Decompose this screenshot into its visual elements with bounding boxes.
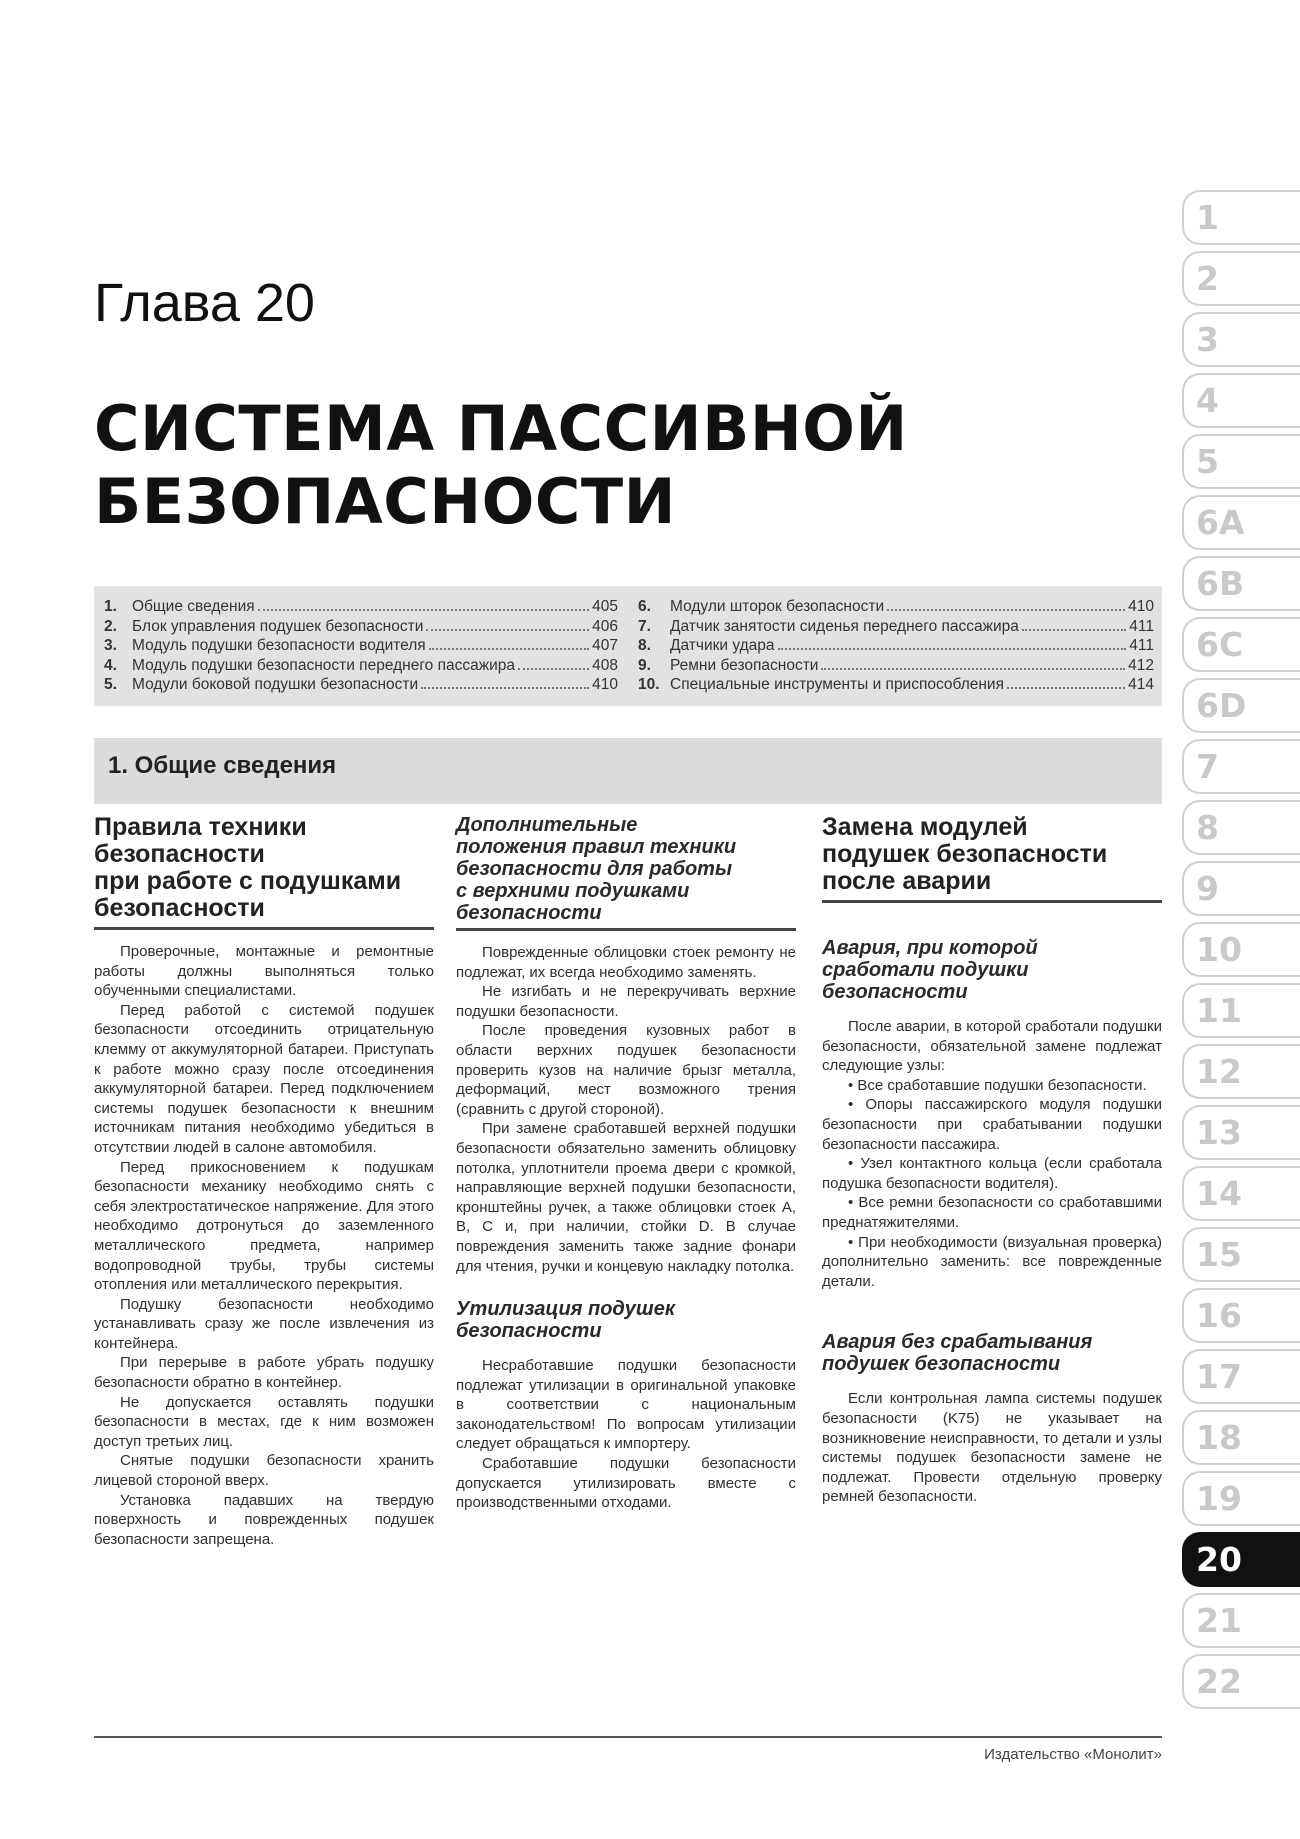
column-heading xyxy=(456,814,796,931)
toc-entry-title: Датчики удара xyxy=(670,637,775,654)
chapter-tab[interactable]: 6B xyxy=(1182,556,1300,611)
chapter-tab[interactable]: 3 xyxy=(1182,312,1300,367)
paragraph: Сработавшие подушки безопасности допускается утилизировать вместе с производственными отходами. xyxy=(456,1455,796,1512)
toc-column-left xyxy=(104,598,618,696)
heading-line: Правила техники xyxy=(94,813,307,841)
toc-entry-title: Модули шторок безопасности xyxy=(670,598,885,615)
toc-entry-page: 412 xyxy=(1128,656,1154,674)
chapter-tab[interactable]: 21 xyxy=(1182,1593,1300,1648)
paragraph: После аварии, в которой сработали подушки безопасности, обязательной замене подлежат следующие узлы: xyxy=(822,1018,1162,1075)
toc-entry-number: 6. xyxy=(638,598,651,615)
text-column-3 xyxy=(822,814,1162,1507)
toc-entry-number: 10. xyxy=(638,676,660,693)
toc-entry-page: 410 xyxy=(1128,598,1154,615)
text-column-2 xyxy=(456,814,796,1513)
chapter-tab[interactable]: 1 xyxy=(1182,190,1300,245)
toc-entry-number: 4. xyxy=(104,656,117,674)
section-title: 1. Общие сведения xyxy=(108,752,337,779)
toc-entry-number: 3. xyxy=(104,637,117,654)
text-column-1 xyxy=(94,814,434,1549)
chapter-tab[interactable]: 16 xyxy=(1182,1288,1300,1343)
toc-entry-page: 407 xyxy=(592,637,618,654)
chapter-tab[interactable]: 18 xyxy=(1182,1410,1300,1465)
footer-divider xyxy=(94,1736,1162,1738)
heading-line: после аварии xyxy=(822,867,992,895)
toc-entry-page: 406 xyxy=(592,617,618,635)
table-of-contents xyxy=(94,586,1162,706)
paragraph: • Все ремни безопасности со сработавшими преднатяжителями. xyxy=(822,1194,1162,1231)
chapter-tabs xyxy=(1182,190,1300,1715)
toc-entry[interactable] xyxy=(104,657,618,677)
toc-entry-page: 410 xyxy=(592,676,618,693)
page-title xyxy=(94,392,908,538)
chapter-tab[interactable]: 4 xyxy=(1182,373,1300,428)
chapter-tab[interactable]: 22 xyxy=(1182,1654,1300,1709)
toc-entry-number: 5. xyxy=(104,676,117,693)
heading-line: при работе с подушками xyxy=(94,867,402,895)
toc-entry-title: Блок управления подушек безопасности xyxy=(132,617,424,635)
paragraph: • При необходимости (визуальная проверка) дополнительно заменить: все поврежденные детали. xyxy=(822,1233,1162,1290)
chapter-tab[interactable]: 6C xyxy=(1182,617,1300,672)
toc-entry-title: Датчик занятости сиденья переднего пассажира xyxy=(670,617,1019,635)
chapter-tab[interactable]: 6A xyxy=(1182,495,1300,550)
subsection-heading xyxy=(822,937,1162,1003)
toc-entry-title: Специальные инструменты и приспособления xyxy=(670,676,1004,693)
chapter-tab[interactable]: 20 xyxy=(1182,1532,1300,1587)
page-title-line: БЕЗОПАСНОСТИ xyxy=(94,465,677,538)
heading-line: Дополнительные xyxy=(456,814,638,836)
column-body xyxy=(456,1356,796,1513)
chapter-tab[interactable]: 19 xyxy=(1182,1471,1300,1526)
column-heading xyxy=(94,814,434,930)
paragraph: При перерыве в работе убрать подушку безопасности обратно в контейнер. xyxy=(94,1354,434,1392)
heading-line: подушек безопасности xyxy=(822,840,1108,868)
heading-line: Утилизация подушек xyxy=(456,1298,675,1321)
toc-entry[interactable] xyxy=(638,618,1154,638)
paragraph: Если контрольная лампа системы подушек безопасности (K75) не указывает на возникновение неисправности, то детали и узлы системы подушек безопасности замене не подлежат. Провести отдельную проверку ремней безопасности. xyxy=(822,1390,1162,1506)
paragraph: • Опоры пассажирского модуля подушки безопасности при срабатывании подушки безопасности пассажира. xyxy=(822,1096,1162,1153)
toc-entry-title: Модули боковой подушки безопасности xyxy=(132,676,419,693)
chapter-tab[interactable]: 12 xyxy=(1182,1044,1300,1099)
toc-entry[interactable] xyxy=(638,676,1154,696)
toc-entry-number: 8. xyxy=(638,637,651,654)
heading-line: безопасности xyxy=(456,1320,602,1343)
subsection-heading xyxy=(822,1331,1162,1375)
chapter-tab[interactable]: 5 xyxy=(1182,434,1300,489)
toc-entry-page: 414 xyxy=(1128,676,1154,693)
paragraph: • Узел контактного кольца (если сработала подушка безопасности водителя). xyxy=(822,1155,1162,1192)
toc-entry-page: 408 xyxy=(592,656,618,674)
heading-line: безопасности xyxy=(94,894,265,922)
paragraph: Поврежденные облицовки стоек ремонту не подлежат, их всегда необходимо заменять. xyxy=(456,944,796,981)
toc-entry[interactable] xyxy=(638,637,1154,657)
chapter-tab[interactable]: 8 xyxy=(1182,800,1300,855)
toc-entry[interactable] xyxy=(638,598,1154,618)
paragraph: • Все сработавшие подушки безопасности. xyxy=(848,1076,1147,1094)
chapter-label: Глава 20 xyxy=(94,273,315,333)
toc-entry-number: 7. xyxy=(638,617,651,635)
chapter-tab[interactable]: 17 xyxy=(1182,1349,1300,1404)
heading-line: с верхними подушками xyxy=(456,880,690,902)
toc-entry-page: 405 xyxy=(592,598,618,615)
chapter-tab[interactable]: 13 xyxy=(1182,1105,1300,1160)
paragraph: Установка падавших на твердую поверхность и поврежденных подушек безопасности запрещена. xyxy=(94,1491,434,1548)
paragraph: После проведения кузовных работ в области верхних подушек безопасности проверить кузов на наличие брызг металла, деформаций, мест возможного трения (сравнить с другой стороной). xyxy=(456,1022,796,1118)
column-body xyxy=(822,1389,1162,1507)
paragraph: Подушку безопасности необходимо устанавливать сразу же после извлечения из контейнера. xyxy=(94,1295,434,1352)
paragraph: Перед прикосновением к подушкам безопасности механику необходимо снять с себя электростатическое напряжение. Для этого необходимо дотронуться до заземленного металлического предмета, например водопроводной трубы, трубы системы отопления или металлического перекрытия. xyxy=(94,1158,434,1294)
toc-entry-title: Общие сведения xyxy=(132,598,255,615)
heading-line: Авария, при которой xyxy=(822,937,1038,959)
paragraph: Снятые подушки безопасности хранить лицевой стороной вверх. xyxy=(94,1452,434,1490)
toc-entry-number: 9. xyxy=(638,656,651,674)
toc-entry-title: Модуль подушки безопасности переднего пассажира xyxy=(132,656,515,674)
publisher-name: Издательство «Монолит» xyxy=(984,1746,1162,1763)
chapter-tab[interactable]: 2 xyxy=(1182,251,1300,306)
column-body xyxy=(94,942,434,1549)
chapter-tab[interactable]: 6D xyxy=(1182,678,1300,733)
chapter-tab[interactable]: 9 xyxy=(1182,861,1300,916)
column-body xyxy=(456,943,796,1276)
paragraph: Проверочные, монтажные и ремонтные работы должны выполняться только обученными специалистами. xyxy=(94,943,434,1000)
toc-entry-number: 1. xyxy=(104,598,117,615)
heading-line: безопасности xyxy=(822,981,968,1003)
heading-line: положения правил техники xyxy=(456,836,737,858)
chapter-tab[interactable]: 11 xyxy=(1182,983,1300,1038)
chapter-tab[interactable]: 7 xyxy=(1182,739,1300,794)
toc-entry[interactable] xyxy=(104,637,618,657)
toc-entry[interactable] xyxy=(104,598,618,618)
paragraph: Несработавшие подушки безопасности подлежат утилизации в оригинальной упаковке в соответствии с национальным законодательством! По вопросам утилизации следует обращаться к импортеру. xyxy=(456,1357,796,1453)
toc-entry[interactable] xyxy=(638,657,1154,677)
chapter-tab[interactable]: 10 xyxy=(1182,922,1300,977)
paragraph: Не допускается оставлять подушки безопасности в местах, где к ним возможен доступ третьих лиц. xyxy=(94,1393,434,1450)
paragraph: Не изгибать и не перекручивать верхние подушки безопасности. xyxy=(456,983,796,1020)
column-heading xyxy=(822,814,1162,903)
chapter-tab[interactable]: 15 xyxy=(1182,1227,1300,1282)
toc-entry-title: Модуль подушки безопасности водителя xyxy=(132,637,426,654)
toc-column-right xyxy=(638,598,1154,696)
subsection-heading xyxy=(456,1298,796,1342)
chapter-tab[interactable]: 14 xyxy=(1182,1166,1300,1221)
toc-entry-page: 411 xyxy=(1129,637,1154,654)
toc-entry-number: 2. xyxy=(104,617,117,635)
heading-line: Замена модулей xyxy=(822,813,1028,841)
heading-line: Авария без срабатывания xyxy=(822,1331,1093,1354)
section-header xyxy=(94,738,1162,804)
heading-line: безопасности для работы xyxy=(456,858,733,880)
heading-line: безопасности xyxy=(456,902,602,924)
page-title-line: СИСТЕМА ПАССИВНОЙ xyxy=(94,392,908,465)
heading-line: подушек безопасности xyxy=(822,1353,1061,1376)
paragraph: При замене сработавшей верхней подушки безопасности обязательно заменить облицовку потолка, уплотнители проема двери с кромкой, направляющие верхней подушки безопасности, кронштейны ручек, а также облицовки стоек А, B, C и, при наличии, стойки D. В случае повреждения заменить также задние фонари для чтения, ручки и концевую накладку потолка. xyxy=(456,1120,796,1275)
heading-line: безопасности xyxy=(94,840,265,868)
heading-line: сработали подушки xyxy=(822,959,1029,981)
paragraph: Перед работой с системой подушек безопасности отсоединить отрицательную клемму от аккумуляторной батареи. Приступать к работе можно сразу после отсоединения аккумуляторной батареи. Перед подключением системы подушек безопасности к внешним источникам питания необходимо убедиться в отсутствии людей в салоне автомобиля. xyxy=(94,1001,434,1156)
toc-entry-title: Ремни безопасности xyxy=(670,656,819,674)
toc-entry[interactable] xyxy=(104,676,618,696)
toc-entry[interactable] xyxy=(104,618,618,638)
toc-entry-page: 411 xyxy=(1129,617,1154,635)
column-body xyxy=(822,1017,1162,1291)
